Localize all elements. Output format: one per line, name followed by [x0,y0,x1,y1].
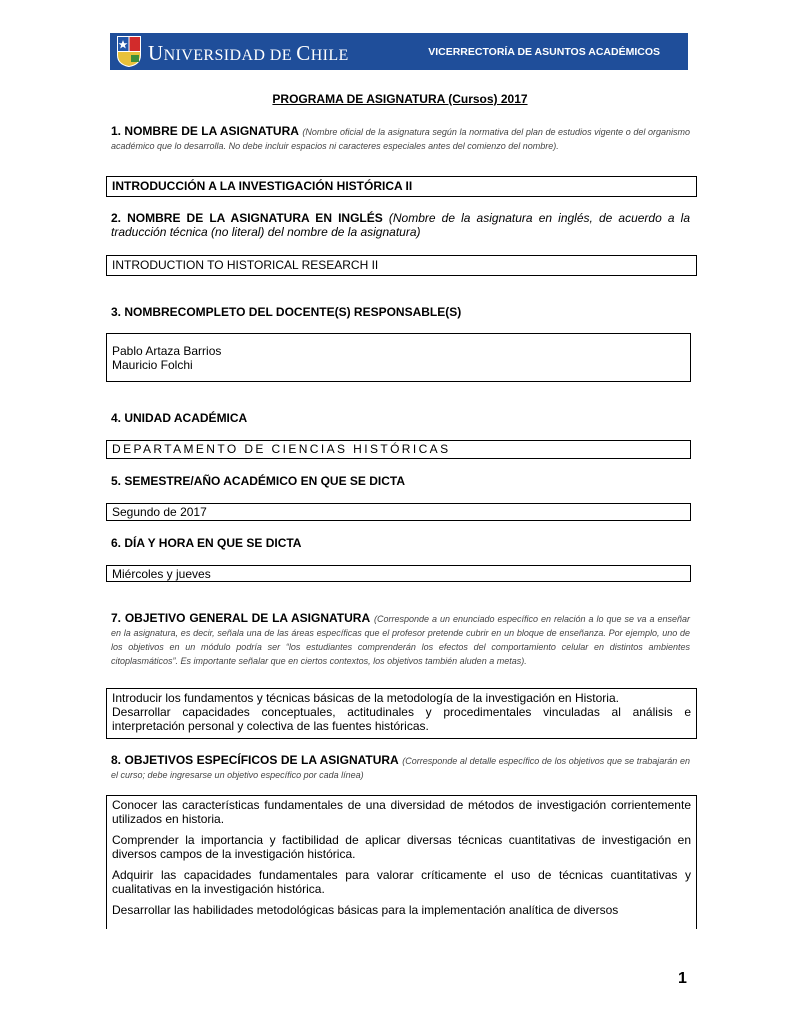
section-1-heading: 1. NOMBRE DE LA ASIGNATURA (Nombre oficial de la asignatura según la normativa del plan de estudios vigente o del organismo académico que lo desarrolla. No debe incluir espacios ni caracteres especiales antes del comienzo del nombre). [111,124,690,151]
header-banner [110,33,688,70]
section-5-heading: 5. SEMESTRE/AÑO ACADÉMICO EN QUE SE DICTA [111,474,406,488]
objective-item: Comprender la importancia y factibilidad de aplicar diversas técnicas cuantitativas de investigación en diversos campos de la investigación histórica. [112,833,691,861]
semester-field: Segundo de 2017 [106,503,691,521]
section-1-note: (Nombre oficial de la asignatura según la normativa del plan de estudios vigente o del organismo académico que lo desarrolla. No debe incluir espacios ni caracteres especiales antes del comienzo del nombre). [111,127,690,151]
section-2-heading: 2. NOMBRE DE LA ASIGNATURA EN INGLÉS (Nombre de la asignatura en inglés, de acuerdo a la traducción técnica (no literal) del nombre de la asignatura) [111,211,690,239]
schedule-field: Miércoles y jueves [106,565,691,582]
section-3-heading: 3. NOMBRECOMPLETO DEL DOCENTE(S) RESPONSABLE(S) [111,305,462,319]
course-name-english-field: INTRODUCTION TO HISTORICAL RESEARCH II [106,255,697,276]
course-name-field: INTRODUCCIÓN A LA INVESTIGACIÓN HISTÓRICA II [106,176,697,197]
teachers-field [106,333,691,382]
university-crest-icon [116,35,142,68]
section-6-heading: 6. DÍA Y HORA EN QUE SE DICTA [111,536,302,550]
section-8-heading: 8. OBJETIVOS ESPECÍFICOS DE LA ASIGNATURA (Corresponde al detalle específico de los objetivos que se trabajarán en el curso; debe ingresarse un objetivo específico por cada línea) [111,753,690,780]
objective-item: Conocer las características fundamentales de una diversidad de métodos de investigación corrientemente utilizados en historia. [112,798,691,826]
general-objective-field: Introducir los fundamentos y técnicas básicas de la metodología de la investigación en Historia. Desarrollar capacidades conceptuales, actitudinales y procedimentales vinculadas al análisis e interpretación personal y colectiva de las fuentes históricas. [106,688,697,739]
document-title: PROGRAMA DE ASIGNATURA (Cursos) 2017 [272,92,528,106]
page-number: 1 [678,970,687,987]
section-2-note: (Nombre de la asignatura en inglés, de acuerdo a la traducción técnica (no literal) del nombre de la asignatura) [111,211,690,239]
academic-unit-field: DEPARTAMENTO DE CIENCIAS HISTÓRICAS [106,440,691,459]
teacher-name: Pablo Artaza Barrios [112,344,222,358]
university-name: UNIVERSIDAD DE CHILE [148,41,349,65]
objective-item: Adquirir las capacidades fundamentales para valorar críticamente el uso de técnicas cuantitativas y cualitativas en la investigación histórica. [112,868,691,896]
specific-objectives-field [106,795,697,929]
section-7-heading: 7. OBJETIVO GENERAL DE LA ASIGNATURA (Corresponde a un enunciado específico en relación a lo que se va a enseñar en la asignatura, es decir, señala una de las áreas específicas que el profesor pretende cubrir en un bloque de enseñanza. Por ejemplo, uno de los objetivos en un módulo podría ser “los estudiantes comprenderán los efectos del comportamiento celular en distintos ambientes citoplasmáticos”. Es importante señalar que en ciertos contextos, los objetivos también aluden a metas). [111,611,690,666]
section-8-note: (Corresponde al detalle específico de los objetivos que se trabajarán en el curso; debe ingresarse un objetivo específico por cada línea) [111,756,690,780]
objective-item: Desarrollar las habilidades metodológicas básicas para la implementación analítica de diversos [112,903,619,917]
teacher-name: Mauricio Folchi [112,358,193,372]
section-7-note: (Corresponde a un enunciado específico en relación a lo que se va a enseñar en la asignatura, es decir, señala una de las áreas específicas que el profesor pretende cubrir en un bloque de enseñanza. Por ejemplo, uno de los objetivos en un módulo podría ser “los estudiantes comprenderán los efectos del comportamiento celular en distintos ambientes citoplasmáticos”. Es importante señalar que en ciertos contextos, los objetivos también aluden a metas). [111,614,690,666]
vicerrectoria-label: VICERRECTORÍA DE ASUNTOS ACADÉMICOS [428,46,660,58]
section-4-heading: 4. UNIDAD ACADÉMICA [111,411,248,425]
